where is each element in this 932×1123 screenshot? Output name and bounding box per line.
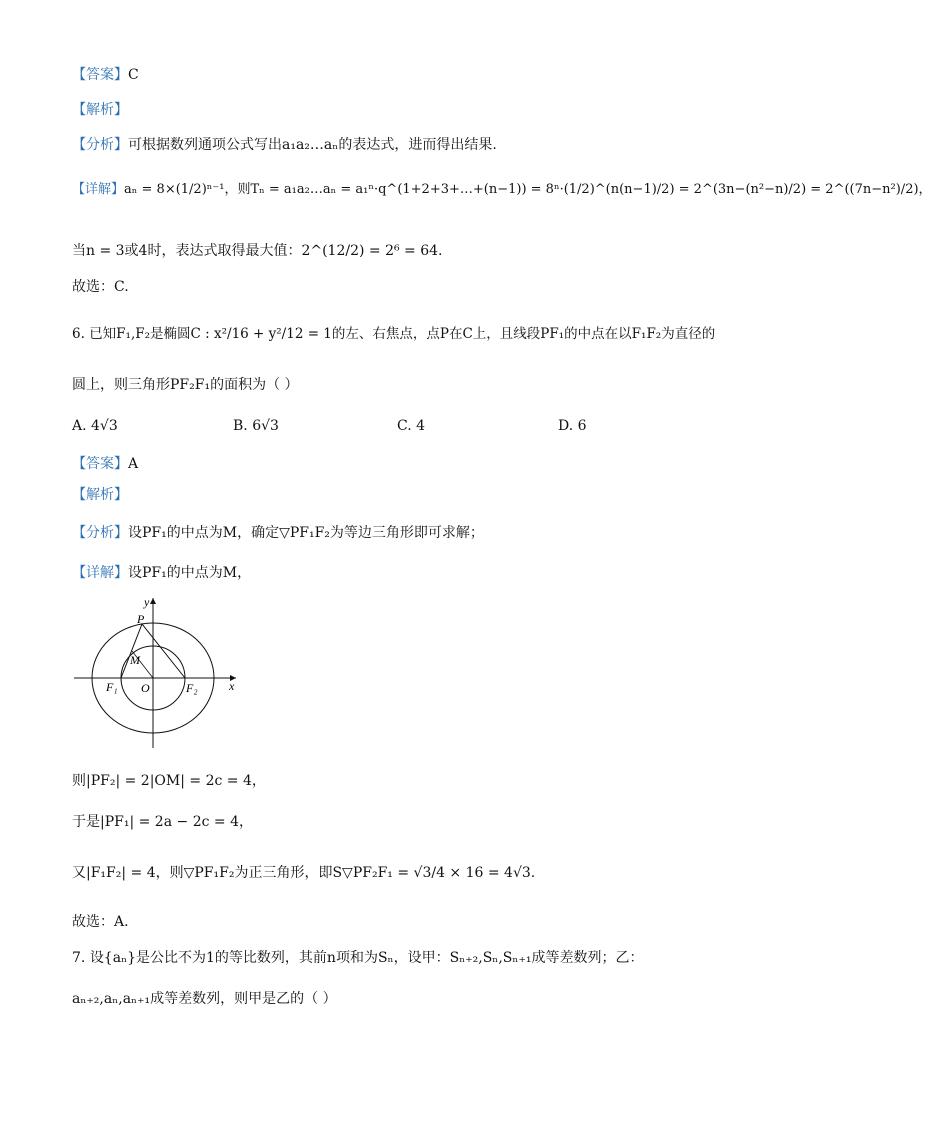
answer-line-q6	[72, 453, 138, 473]
max-value-text: 当n = 3或4时，表达式取得最大值：2^(12/2) = 2⁶ = 64.	[72, 243, 443, 259]
detail-line-q6	[72, 562, 251, 582]
label-y: y	[144, 595, 150, 609]
question-stem-continued: 圆上，则三角形PF₂F₁的面积为（ ）	[72, 377, 299, 393]
analysis-heading-q6	[72, 484, 128, 504]
question-6-stem-line1	[72, 322, 715, 342]
label-f1: F₁	[106, 680, 118, 694]
question-7-stem-line2	[72, 988, 337, 1008]
analysis-intro-text: 可根据数列通项公式写出a₁a₂…aₙ的表达式，进而得出结果.	[128, 137, 497, 153]
step-2-text: 于是|PF₁| = 2a − 2c = 4，	[72, 814, 253, 830]
analysis-intro-tag: 【分析】	[72, 524, 128, 540]
answer-value: A	[128, 456, 139, 472]
detail-intro-text: 设PF₁的中点为M，	[128, 565, 252, 581]
analysis-intro-tag: 【分析】	[72, 136, 128, 152]
choose-line-q6	[72, 911, 129, 931]
question-number: 6.	[72, 326, 85, 342]
analysis-intro-text: 设PF₁的中点为M，确定▽PF₁F₂为等边三角形即可求解；	[128, 525, 484, 541]
option-d: D. 6	[558, 418, 587, 434]
detail-tag: 【详解】	[72, 181, 125, 196]
label-f2: F₂	[186, 681, 198, 695]
question-stem-continued: aₙ₊₂,aₙ,aₙ₊₁成等差数列，则甲是乙的（ ）	[72, 991, 337, 1007]
detail-tag: 【详解】	[72, 564, 128, 580]
label-p: P	[137, 612, 145, 626]
analysis-heading-q5	[72, 99, 128, 119]
step-1-text: 则|PF₂| = 2|OM| = 2c = 4，	[72, 773, 266, 789]
label-o: O	[141, 681, 150, 695]
option-b: B. 6√3	[233, 418, 279, 434]
detail-line-q5	[72, 178, 932, 197]
ellipse-figure	[70, 592, 250, 752]
label-m: M	[130, 653, 140, 667]
answer-line-q5	[72, 64, 139, 84]
question-6-stem-line2	[72, 374, 299, 394]
detail-equation: aₙ = 8×(1/2)ⁿ⁻¹，则Tₙ = a₁a₂…aₙ = a₁ⁿ·q^(1+2+3+…+(n−1)) = 8ⁿ·(1/2)^(n(n−1)/2) = 2^(3n−(n²−n)/2) = 2^((7n−n²)/2)，	[124, 182, 932, 197]
question-7-stem-line1	[72, 947, 643, 967]
choose-line-q5	[72, 276, 129, 296]
question-stem: 设{aₙ}是公比不为1的等比数列，其前n项和为Sₙ，设甲：Sₙ₊₂,Sₙ,Sₙ₊₁成等差数列；乙：	[89, 950, 644, 966]
choose-text: 故选：A.	[72, 914, 129, 930]
option-c: C. 4	[397, 418, 426, 434]
step-1	[72, 770, 266, 790]
label-x: x	[229, 679, 235, 693]
step-2	[72, 811, 253, 831]
max-value-line	[72, 240, 443, 260]
answer-tag: 【答案】	[72, 66, 128, 82]
analysis-intro-q5	[72, 134, 497, 154]
answer-tag: 【答案】	[72, 455, 128, 471]
step-3	[72, 862, 535, 882]
analysis-tag: 【解析】	[72, 486, 128, 502]
step-3-text: 又|F₁F₂| = 4，则▽PF₁F₂为正三角形，即S▽PF₂F₁ = √3/4 × 16 = 4√3.	[72, 865, 536, 881]
answer-value: C	[128, 67, 139, 83]
analysis-tag: 【解析】	[72, 101, 128, 117]
choose-text: 故选：C.	[72, 279, 129, 295]
question-number: 7.	[72, 950, 86, 966]
option-a: A. 4√3	[72, 418, 118, 434]
analysis-intro-q6	[72, 522, 484, 542]
question-stem: 已知F₁,F₂是椭圆C : x²/16 + y²/12 = 1的左、右焦点，点P在C上，且线段PF₁的中点在以F₁F₂为直径的	[89, 326, 716, 342]
